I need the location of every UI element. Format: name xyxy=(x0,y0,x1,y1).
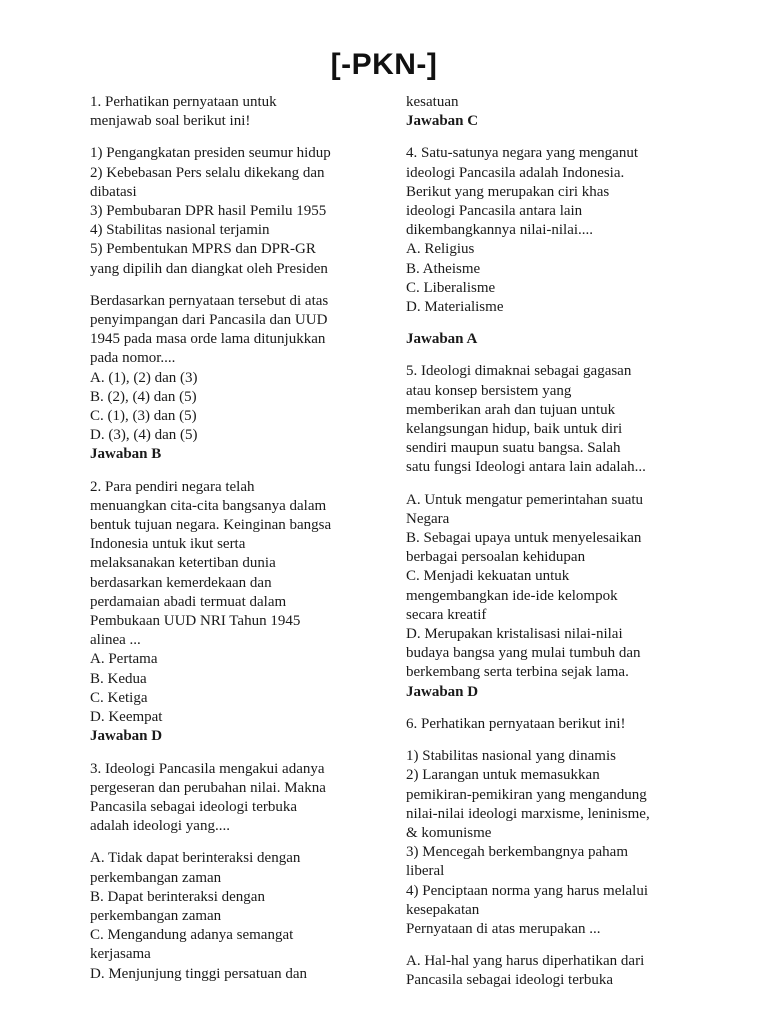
text-line: Pancasila sebagai ideologi terbuka xyxy=(90,798,298,815)
text-line: Berdasarkan pernyataan tersebut di atas xyxy=(90,292,329,309)
text-line: satu fungsi Ideologi antara lain adalah... xyxy=(406,459,646,476)
q3-stem xyxy=(90,760,372,837)
text-line: B. Kedua xyxy=(90,670,147,687)
text-line: liberal xyxy=(406,863,445,880)
text-line: A. Religius xyxy=(406,241,475,258)
text-line: 1) Stabilitas nasional yang dinamis xyxy=(406,748,616,765)
text-line: B. Sebagai upaya untuk menyelesaikan xyxy=(406,530,642,547)
text-line: 3. Ideologi Pancasila mengakui adanya xyxy=(90,760,325,777)
text-line: alinea ... xyxy=(90,632,141,649)
text-line: berkembang serta terbina sejak lama. xyxy=(406,664,629,681)
text-line: melaksanakan ketertiban dunia xyxy=(90,555,276,572)
q5-options xyxy=(406,491,698,683)
text-line: sendiri maupun suatu bangsa. Salah xyxy=(406,440,621,457)
text-line: Indonesia untuk ikut serta xyxy=(90,536,246,553)
q2-options xyxy=(90,650,372,727)
text-line: perdamaian abadi termuat dalam xyxy=(90,593,287,610)
q1-intro xyxy=(90,93,372,131)
text-line: C. Liberalisme xyxy=(406,279,496,296)
text-line: Pembukaan UUD NRI Tahun 1945 xyxy=(90,613,301,630)
text-line: nilai-nilai ideologi marxisme, leninisme, xyxy=(406,805,650,822)
text-line: 3) Pembubaran DPR hasil Pemilu 1955 xyxy=(90,203,327,220)
text-line: kerjasama xyxy=(90,946,151,963)
text-line: B. Dapat berinteraksi dengan xyxy=(90,888,265,905)
text-line: 4) Stabilitas nasional terjamin xyxy=(90,222,270,239)
text-line: Pancasila sebagai ideologi terbuka xyxy=(406,972,614,989)
text-line: D. (3), (4) dan (5) xyxy=(90,427,198,444)
text-line: A. Tidak dapat berinteraksi dengan xyxy=(90,850,301,867)
left-column xyxy=(90,93,372,984)
text-line: ideologi Pancasila antara lain xyxy=(406,203,583,220)
text-line: menjawab soal berikut ini! xyxy=(90,113,251,130)
q1-stem xyxy=(90,292,372,369)
text-line: kelangsungan hidup, baik untuk diri xyxy=(406,421,623,438)
text-line: 6. Perhatikan pernyataan berikut ini! xyxy=(406,715,626,732)
q4-stem xyxy=(406,144,698,240)
q6-statement-list xyxy=(406,747,698,939)
q2-answer: Jawaban D xyxy=(90,728,163,745)
q3-answer: Jawaban C xyxy=(406,113,479,130)
q6-options xyxy=(406,952,698,990)
text-line: D. Merupakan kristalisasi nilai-nilai xyxy=(406,626,623,643)
text-line: & komunisme xyxy=(406,824,492,841)
text-line: D. Keempat xyxy=(90,709,163,726)
text-line: A. (1), (2) dan (3) xyxy=(90,369,198,386)
q5-answer: Jawaban D xyxy=(406,683,479,700)
text-line: Pernyataan di atas merupakan ... xyxy=(406,920,601,937)
q3-options xyxy=(90,849,372,983)
q1-answer: Jawaban B xyxy=(90,446,162,463)
page-title: [-PKN-] xyxy=(330,48,438,81)
text-line: menuangkan cita-cita bangsanya dalam xyxy=(90,497,327,514)
text-line: Negara xyxy=(406,510,450,527)
q5-stem xyxy=(406,362,698,477)
q2-stem xyxy=(90,478,372,651)
text-line: atau konsep bersistem yang xyxy=(406,382,572,399)
q4-answer: Jawaban A xyxy=(406,331,478,348)
text-line: D. Materialisme xyxy=(406,299,504,316)
text-line: berdasarkan kemerdekaan dan xyxy=(90,574,272,591)
text-line: 2) Larangan untuk memasukkan xyxy=(406,767,600,784)
text-line: kesatuan xyxy=(406,94,459,110)
text-line: dibatasi xyxy=(90,183,137,200)
q1-statement-list xyxy=(90,144,372,278)
text-line: yang dipilih dan diangkat oleh Presiden xyxy=(90,260,328,277)
q1-options xyxy=(90,369,372,446)
text-line: pada nomor.... xyxy=(90,350,176,367)
text-line: 3) Mencegah berkembangnya paham xyxy=(406,844,628,861)
text-line: berbagai persoalan kehidupan xyxy=(406,549,586,566)
text-line: pemikiran-pemikiran yang mengandung xyxy=(406,786,647,803)
text-line: pergeseran dan perubahan nilai. Makna xyxy=(90,779,326,796)
text-line: 2) Kebebasan Pers selalu dikekang dan xyxy=(90,164,325,181)
q3-option-continuation xyxy=(406,93,698,112)
text-line: penyimpangan dari Pancasila dan UUD xyxy=(90,312,328,329)
text-line: A. Untuk mengatur pemerintahan suatu xyxy=(406,491,644,508)
text-line: Berikut yang merupakan ciri khas xyxy=(406,183,610,200)
text-line: perkembangan zaman xyxy=(90,869,222,886)
text-line: 1) Pengangkatan presiden seumur hidup xyxy=(90,145,331,162)
text-line: memberikan arah dan tujuan untuk xyxy=(406,401,616,418)
text-line: D. Menjunjung tinggi persatuan dan xyxy=(90,965,308,982)
text-line: 5. Ideologi dimaknai sebagai gagasan xyxy=(406,363,632,380)
text-line: mengembangkan ide-ide kelompok xyxy=(406,587,618,604)
text-line: 1. Perhatikan pernyataan untuk xyxy=(90,94,277,110)
text-line: B. (2), (4) dan (5) xyxy=(90,388,197,405)
text-line: adalah ideologi yang.... xyxy=(90,818,230,835)
text-line: budaya bangsa yang mulai tumbuh dan xyxy=(406,645,641,662)
text-line: A. Hal-hal yang harus diperhatikan dari xyxy=(406,953,645,970)
text-line: B. Atheisme xyxy=(406,260,481,277)
text-line: perkembangan zaman xyxy=(90,907,222,924)
q4-options xyxy=(406,240,698,317)
text-line: 2. Para pendiri negara telah xyxy=(90,478,255,495)
text-line: C. Menjadi kekuatan untuk xyxy=(406,568,570,585)
text-line: secara kreatif xyxy=(406,606,487,623)
text-line: C. Ketiga xyxy=(90,689,148,706)
text-line: bentuk tujuan negara. Keinginan bangsa xyxy=(90,517,332,534)
text-line: 5) Pembentukan MPRS dan DPR-GR xyxy=(90,241,316,258)
text-line: 4) Penciptaan norma yang harus melalui xyxy=(406,882,649,899)
text-line: kesepakatan xyxy=(406,901,480,918)
text-line: 4. Satu-satunya negara yang menganut xyxy=(406,145,639,162)
text-line: ideologi Pancasila adalah Indonesia. xyxy=(406,164,625,181)
text-line: C. (1), (3) dan (5) xyxy=(90,408,197,425)
text-line: 1945 pada masa orde lama ditunjukkan xyxy=(90,331,326,348)
q6-intro xyxy=(406,715,698,734)
text-line: A. Pertama xyxy=(90,651,158,668)
text-line: dikembangkannya nilai-nilai.... xyxy=(406,222,594,239)
text-line: C. Mengandung adanya semangat xyxy=(90,927,294,944)
right-column xyxy=(406,93,698,991)
